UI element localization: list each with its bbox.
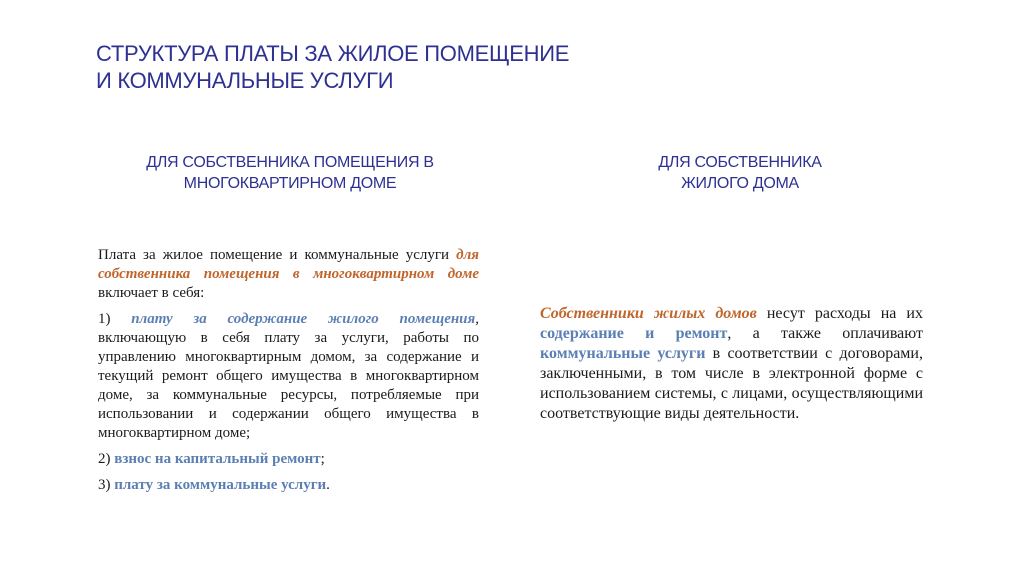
right-heading-line2: ЖИЛОГО ДОМА bbox=[681, 175, 799, 192]
right-text-a: несут расходы на их bbox=[756, 305, 923, 322]
item2-highlight: взнос на капитальный ремонт bbox=[114, 451, 321, 467]
item3-prefix: 3) bbox=[98, 477, 115, 493]
right-paragraph bbox=[540, 304, 923, 424]
right-text-b: , а также оплачивают bbox=[727, 325, 924, 342]
item2-prefix: 2) bbox=[98, 451, 115, 467]
slide-title-line2: И КОММУНАЛЬНЫЕ УСЛУГИ bbox=[96, 68, 394, 93]
list-item-1 bbox=[98, 310, 479, 443]
item1-text: , включающую в себя плату за услуги, работы по управлению многоквартирным домом, за содержание и текущий ремонт общего имущества в многоквартирном доме, за коммунальные ресурсы, потребляемые при использовании и содержании общего имущества в многоквартирном доме; bbox=[98, 311, 480, 441]
item2-end: ; bbox=[320, 451, 325, 467]
item3-end: . bbox=[326, 477, 330, 493]
utilities-highlight: коммунальные услуги bbox=[540, 345, 706, 362]
slide-title-line1: СТРУКТУРА ПЛАТЫ ЗА ЖИЛОЕ ПОМЕЩЕНИЕ bbox=[96, 41, 570, 66]
slide-title bbox=[96, 40, 796, 94]
intro-highlight: для собственника помещения в многоквартирном доме bbox=[98, 247, 479, 282]
left-column-body bbox=[98, 246, 479, 502]
right-heading-line1: ДЛЯ СОБСТВЕННИКА bbox=[658, 154, 822, 171]
right-column-heading bbox=[560, 152, 920, 194]
right-text-c: в соответствии с договорами, заключенными, в том числе в электронной форме с использованием системы, с лицами, осуществляющими соответствующие виды деятельности. bbox=[540, 345, 923, 422]
item1-prefix: 1) bbox=[98, 311, 132, 327]
left-intro-paragraph bbox=[98, 246, 479, 303]
owners-highlight: Собственники жилых домов bbox=[540, 305, 757, 322]
maintenance-highlight: содержание и ремонт bbox=[540, 325, 728, 342]
left-column-heading bbox=[100, 152, 480, 194]
item1-highlight: плату за содержание жилого помещения bbox=[131, 311, 476, 327]
item3-highlight: плату за коммунальные услуги bbox=[114, 477, 327, 493]
intro-text-end: включает в себя: bbox=[98, 285, 205, 301]
left-heading-line1: ДЛЯ СОБСТВЕННИКА ПОМЕЩЕНИЯ В bbox=[146, 154, 434, 171]
right-column-body bbox=[540, 304, 923, 424]
intro-text-start: Плата за жилое помещение и коммунальные услуги bbox=[98, 247, 457, 263]
list-item-2 bbox=[98, 450, 479, 469]
left-heading-line2: МНОГОКВАРТИРНОМ ДОМЕ bbox=[183, 175, 397, 192]
list-item-3 bbox=[98, 476, 479, 495]
